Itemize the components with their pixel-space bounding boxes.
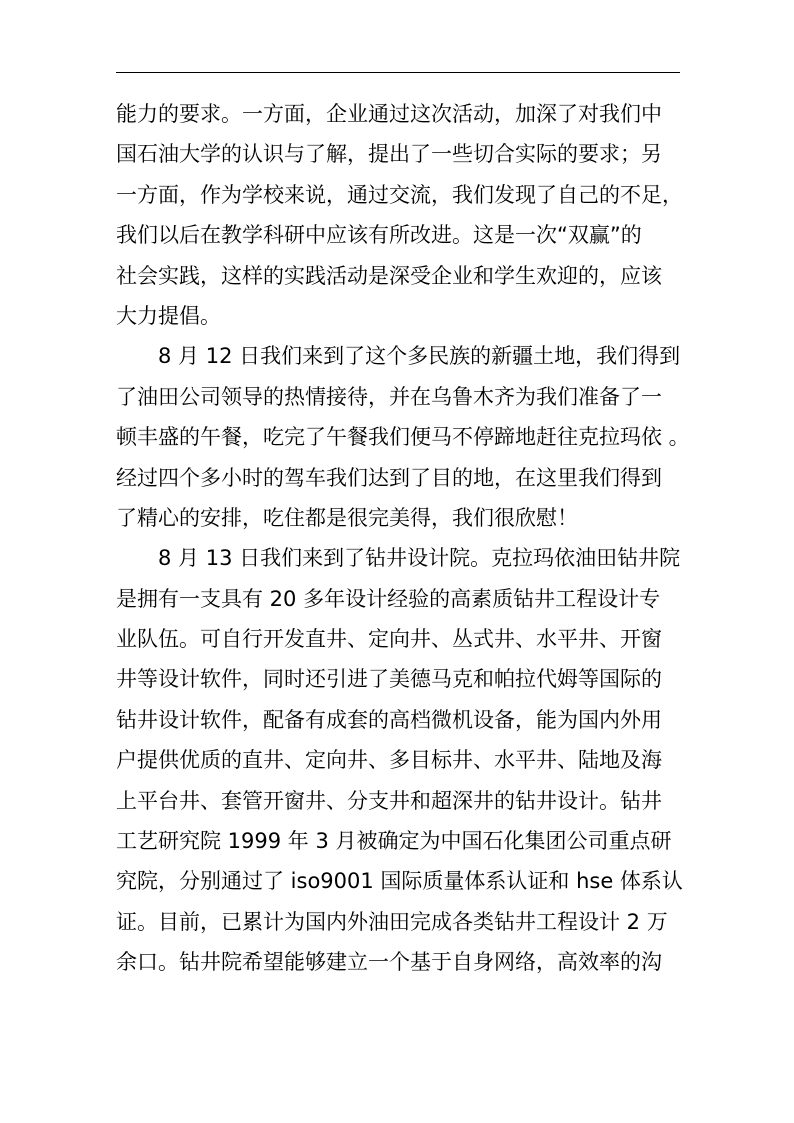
- text-line: 是拥有一支具有 20 多年设计经验的高素质钻井工程设计专: [116, 586, 661, 611]
- text-line: 能力的要求。一方面，企业通过这次活动，加深了对我们中: [116, 102, 662, 126]
- text-line: 工艺研究院 1999 年 3 月被确定为中国石化集团公司重点研: [116, 829, 672, 854]
- paragraph-first-line: 8 月 13 日我们来到了钻井设计院。克拉玛依油田钻井院: [158, 546, 681, 571]
- text-line: 大力提倡。: [116, 303, 221, 328]
- text-line: 户提供优质的直井、定向井、多目标井、水平井、陆地及海: [116, 748, 662, 773]
- document-body: [116, 94, 690, 983]
- text-line: 了精心的安排，吃住都是很完美得，我们很欣慰！: [116, 505, 578, 530]
- text-line: 经过四个多小时的驾车我们达到了目的地，在这里我们得到: [116, 465, 662, 490]
- text-line: 井等设计软件，同时还引进了美德马克和帕拉代姆等国际的: [116, 667, 662, 692]
- text-line: 上平台井、套管开窗井、分支井和超深井的钻井设计。钻井: [116, 788, 662, 813]
- text-line: 究院，分别通过了 iso9001 国际质量体系认证和 hse 体系认: [116, 869, 683, 894]
- text-line: 业队伍。可自行开发直井、定向井、丛式井、水平井、开窗: [116, 627, 662, 652]
- text-line: 一方面，作为学校来说，通过交流，我们发现了自己的不足，: [116, 182, 683, 207]
- text-line: 证。目前，已累计为国内外油田完成各类钻井工程设计 2 万: [116, 909, 668, 934]
- text-line: 余口。钻井院希望能够建立一个基于自身网络，高效率的沟: [116, 950, 662, 975]
- text-line: 社会实践，这样的实践活动是深受企业和学生欢迎的，应该: [116, 263, 662, 288]
- text-line: 钻井设计软件，配备有成套的高档微机设备，能为国内外用: [116, 707, 662, 732]
- text-line: 我们以后在教学科研中应该有所改进。这是一次“双赢”的: [116, 223, 642, 248]
- text-line: 了油田公司领导的热情接待，并在乌鲁木齐为我们准备了一: [116, 384, 662, 409]
- paragraph-first-line: 8 月 12 日我们来到了这个多民族的新疆土地，我们得到: [158, 344, 681, 369]
- header-rule: [116, 72, 680, 73]
- text-line: 顿丰盛的午餐，吃完了午餐我们便马不停蹄地赶往克拉玛依 。: [116, 425, 690, 450]
- text-line: 国石油大学的认识与了解，提出了一些切合实际的要求；另: [116, 142, 662, 167]
